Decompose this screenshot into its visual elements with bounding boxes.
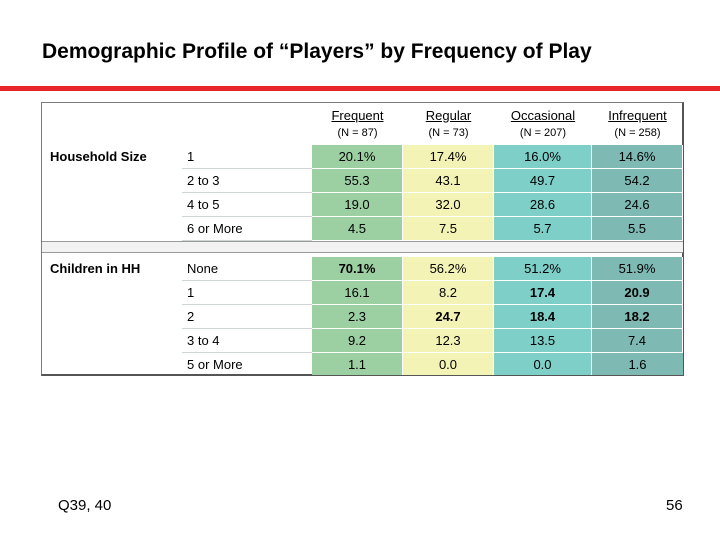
table-cell: 4.5 — [312, 217, 403, 241]
table-cell: 2.3 — [312, 305, 403, 329]
table-cell: 5.5 — [592, 217, 683, 241]
table-cell: 56.2% — [403, 257, 494, 281]
table-cell: 8.2 — [403, 281, 494, 305]
table-cell: 28.6 — [494, 193, 592, 217]
table-cell: 1.1 — [312, 353, 403, 375]
col-n-infrequent: (N = 258) — [614, 127, 661, 139]
table-cell: 32.0 — [403, 193, 494, 217]
data-table — [41, 102, 684, 376]
row-label: 1 — [182, 281, 312, 305]
page-number: 56 — [666, 497, 683, 514]
table-cell: 24.6 — [592, 193, 683, 217]
table-cell: 17.4% — [403, 145, 494, 169]
table-cell: 18.2 — [592, 305, 683, 329]
table-cell: 43.1 — [403, 169, 494, 193]
row-label: 6 or More — [182, 217, 312, 241]
table-cell: 17.4 — [494, 281, 592, 305]
row-label: 5 or More — [187, 356, 243, 372]
question-reference: Q39, 40 — [58, 497, 112, 514]
title-divider — [0, 86, 720, 91]
table-cell: 20.1% — [312, 145, 403, 169]
row-label: 4 to 5 — [182, 193, 312, 217]
table-cell: 49.7 — [494, 169, 592, 193]
table-cell: 14.6% — [592, 145, 683, 169]
row-label: 2 to 3 — [182, 169, 312, 193]
table-cell: 70.1% — [312, 257, 403, 281]
table-cell: 7.4 — [592, 329, 683, 353]
group-separator — [42, 241, 683, 253]
table-cell: 7.5 — [403, 217, 494, 241]
table-cell: 9.2 — [312, 329, 403, 353]
group-label-children-in-hh: Children in HH — [50, 260, 141, 276]
col-header-regular: Regular — [425, 107, 472, 123]
table-cell: 16.0% — [494, 145, 592, 169]
table-cell: 51.9% — [592, 257, 683, 281]
row-label: 3 to 4 — [182, 329, 312, 353]
table-cell: 18.4 — [494, 305, 592, 329]
table-cell: 55.3 — [312, 169, 403, 193]
table-cell: 54.2 — [592, 169, 683, 193]
table-cell: 20.9 — [592, 281, 683, 305]
group-label-household-size: Household Size — [50, 148, 147, 164]
table-cell: 51.2% — [494, 257, 592, 281]
row-label: 1 — [182, 145, 312, 169]
page-title: Demographic Profile of “Players” by Frequency of Play — [42, 40, 592, 63]
table-cell: 0.0 — [403, 353, 494, 375]
table-cell: 16.1 — [312, 281, 403, 305]
table-cell: 19.0 — [312, 193, 403, 217]
table-cell: 24.7 — [403, 305, 494, 329]
row-label: None — [182, 257, 312, 281]
table-cell: 1.6 — [592, 353, 683, 375]
col-header-occasional: Occasional — [510, 107, 576, 123]
table-cell: 0.0 — [494, 353, 592, 375]
table-cell: 5.7 — [494, 217, 592, 241]
row-label: 2 — [182, 305, 312, 329]
table-cell: 13.5 — [494, 329, 592, 353]
col-n-frequent: (N = 87) — [337, 127, 378, 139]
col-header-frequent: Frequent — [331, 107, 384, 123]
col-n-regular: (N = 73) — [428, 127, 469, 139]
col-header-infrequent: Infrequent — [608, 107, 667, 123]
col-n-occasional: (N = 207) — [519, 127, 567, 139]
table-cell: 12.3 — [403, 329, 494, 353]
